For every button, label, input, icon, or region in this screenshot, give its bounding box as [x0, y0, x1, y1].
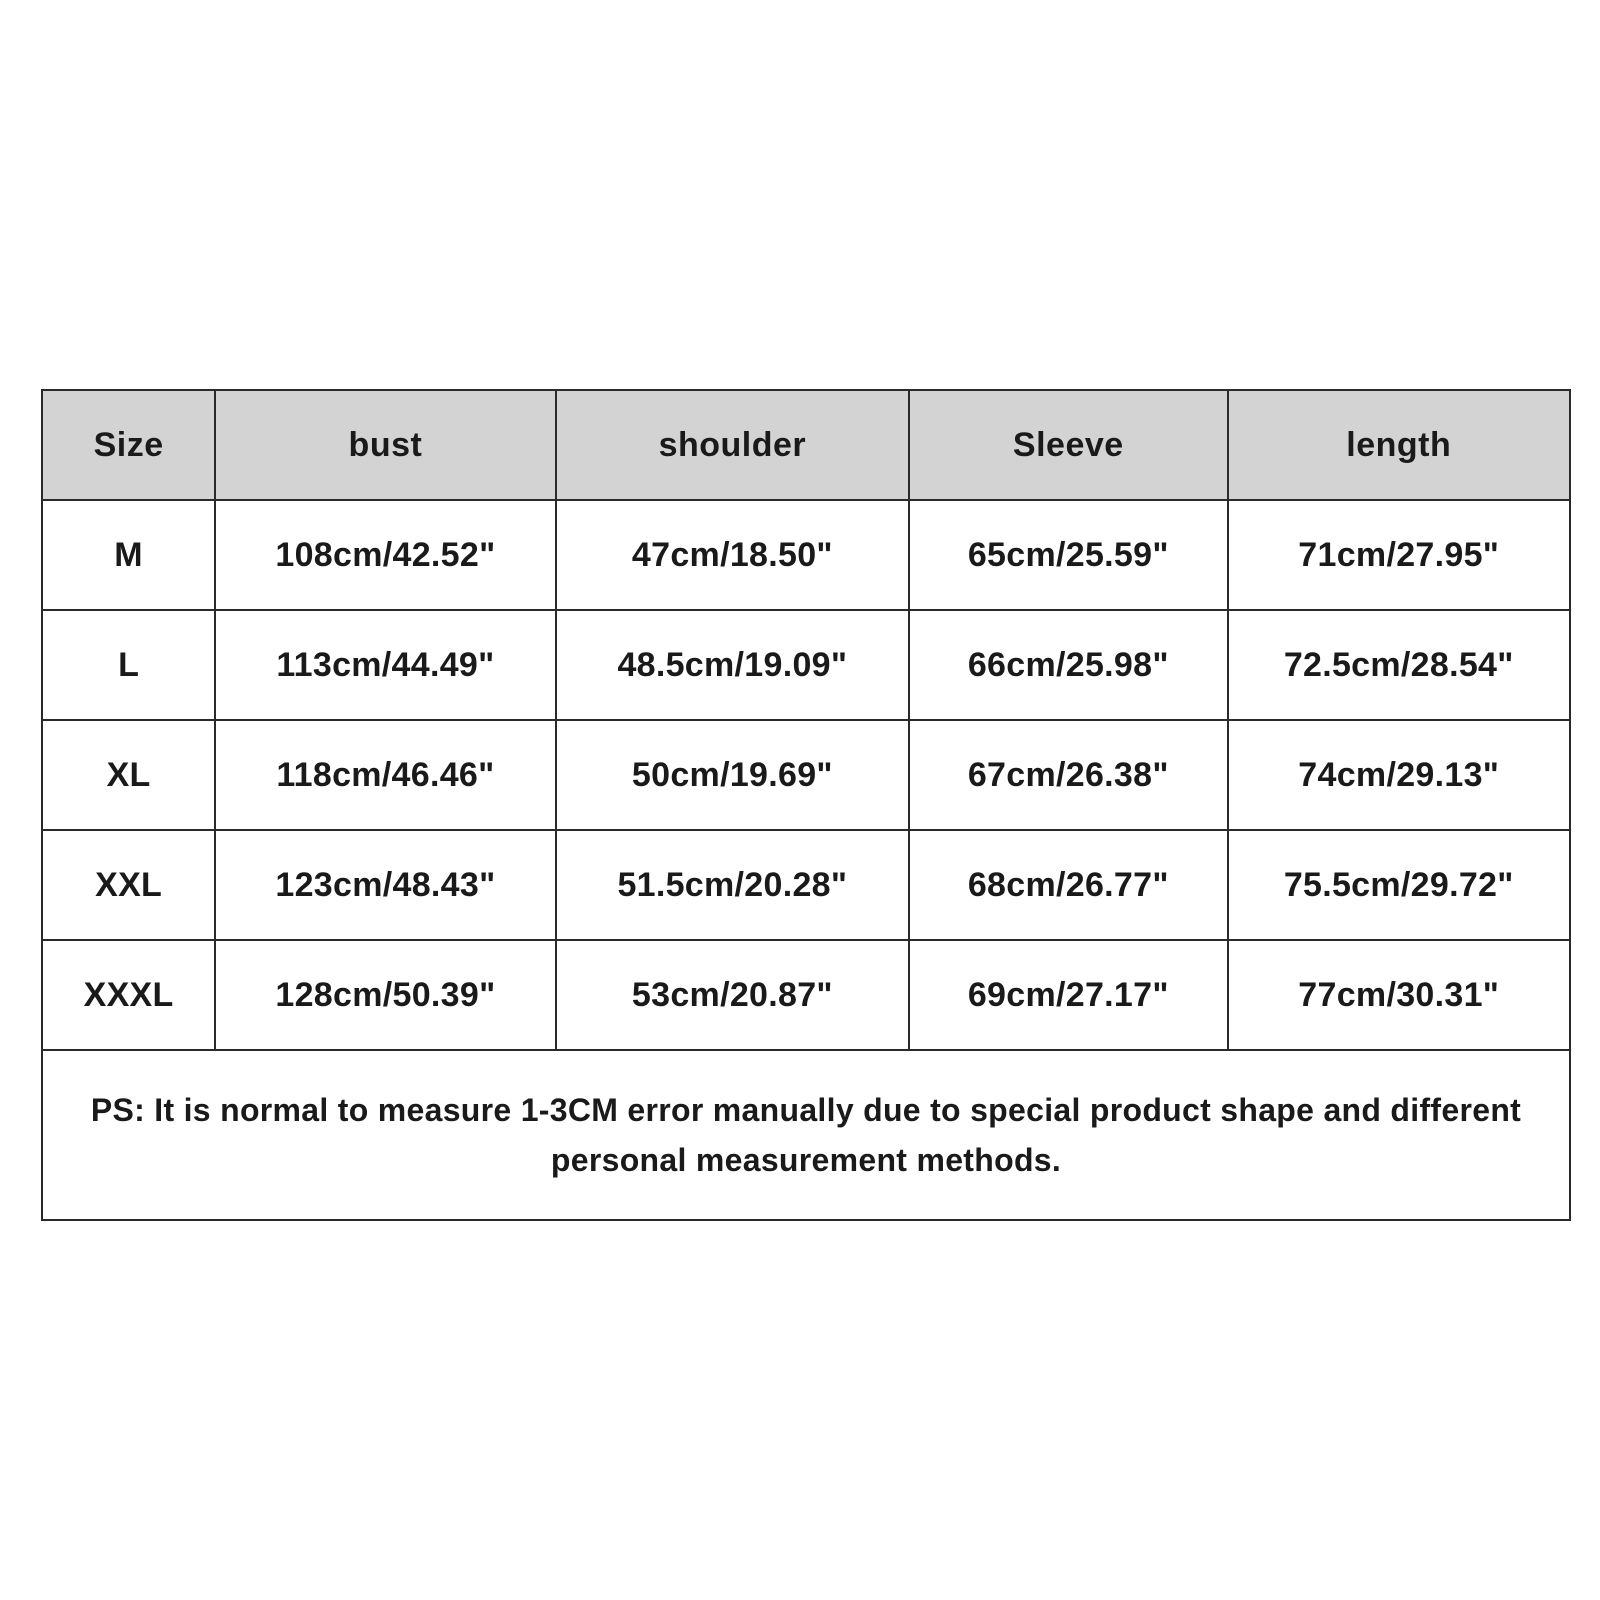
header-bust: bust: [215, 390, 555, 500]
table-row: [42, 940, 1570, 1050]
sleeve-cell: 65cm/25.59": [909, 500, 1227, 610]
header-row: [42, 390, 1570, 500]
length-cell: 75.5cm/29.72": [1228, 830, 1570, 940]
size-cell: L: [42, 610, 215, 720]
table-row: [42, 720, 1570, 830]
header-shoulder: shoulder: [556, 390, 909, 500]
measurement-note: PS: It is normal to measure 1-3CM error manually due to special product shape and different personal measurement methods.: [42, 1050, 1570, 1220]
bust-cell: 118cm/46.46": [215, 720, 555, 830]
shoulder-cell: 53cm/20.87": [556, 940, 909, 1050]
shoulder-cell: 50cm/19.69": [556, 720, 909, 830]
length-cell: 77cm/30.31": [1228, 940, 1570, 1050]
sleeve-cell: 67cm/26.38": [909, 720, 1227, 830]
table-header: [42, 390, 1570, 500]
sleeve-cell: 66cm/25.98": [909, 610, 1227, 720]
bust-cell: 128cm/50.39": [215, 940, 555, 1050]
header-length: length: [1228, 390, 1570, 500]
note-row: [42, 1050, 1570, 1220]
sleeve-cell: 69cm/27.17": [909, 940, 1227, 1050]
size-chart-table: [41, 389, 1571, 1221]
table-body: [42, 500, 1570, 1050]
shoulder-cell: 51.5cm/20.28": [556, 830, 909, 940]
size-cell: M: [42, 500, 215, 610]
length-cell: 74cm/29.13": [1228, 720, 1570, 830]
size-cell: XXL: [42, 830, 215, 940]
bust-cell: 123cm/48.43": [215, 830, 555, 940]
table-row: [42, 830, 1570, 940]
sleeve-cell: 68cm/26.77": [909, 830, 1227, 940]
shoulder-cell: 47cm/18.50": [556, 500, 909, 610]
length-cell: 72.5cm/28.54": [1228, 610, 1570, 720]
table-row: [42, 500, 1570, 610]
header-size: Size: [42, 390, 215, 500]
table-row: [42, 610, 1570, 720]
size-cell: XXXL: [42, 940, 215, 1050]
header-sleeve: Sleeve: [909, 390, 1227, 500]
bust-cell: 108cm/42.52": [215, 500, 555, 610]
shoulder-cell: 48.5cm/19.09": [556, 610, 909, 720]
length-cell: 71cm/27.95": [1228, 500, 1570, 610]
bust-cell: 113cm/44.49": [215, 610, 555, 720]
size-cell: XL: [42, 720, 215, 830]
table-footer: [42, 1050, 1570, 1220]
